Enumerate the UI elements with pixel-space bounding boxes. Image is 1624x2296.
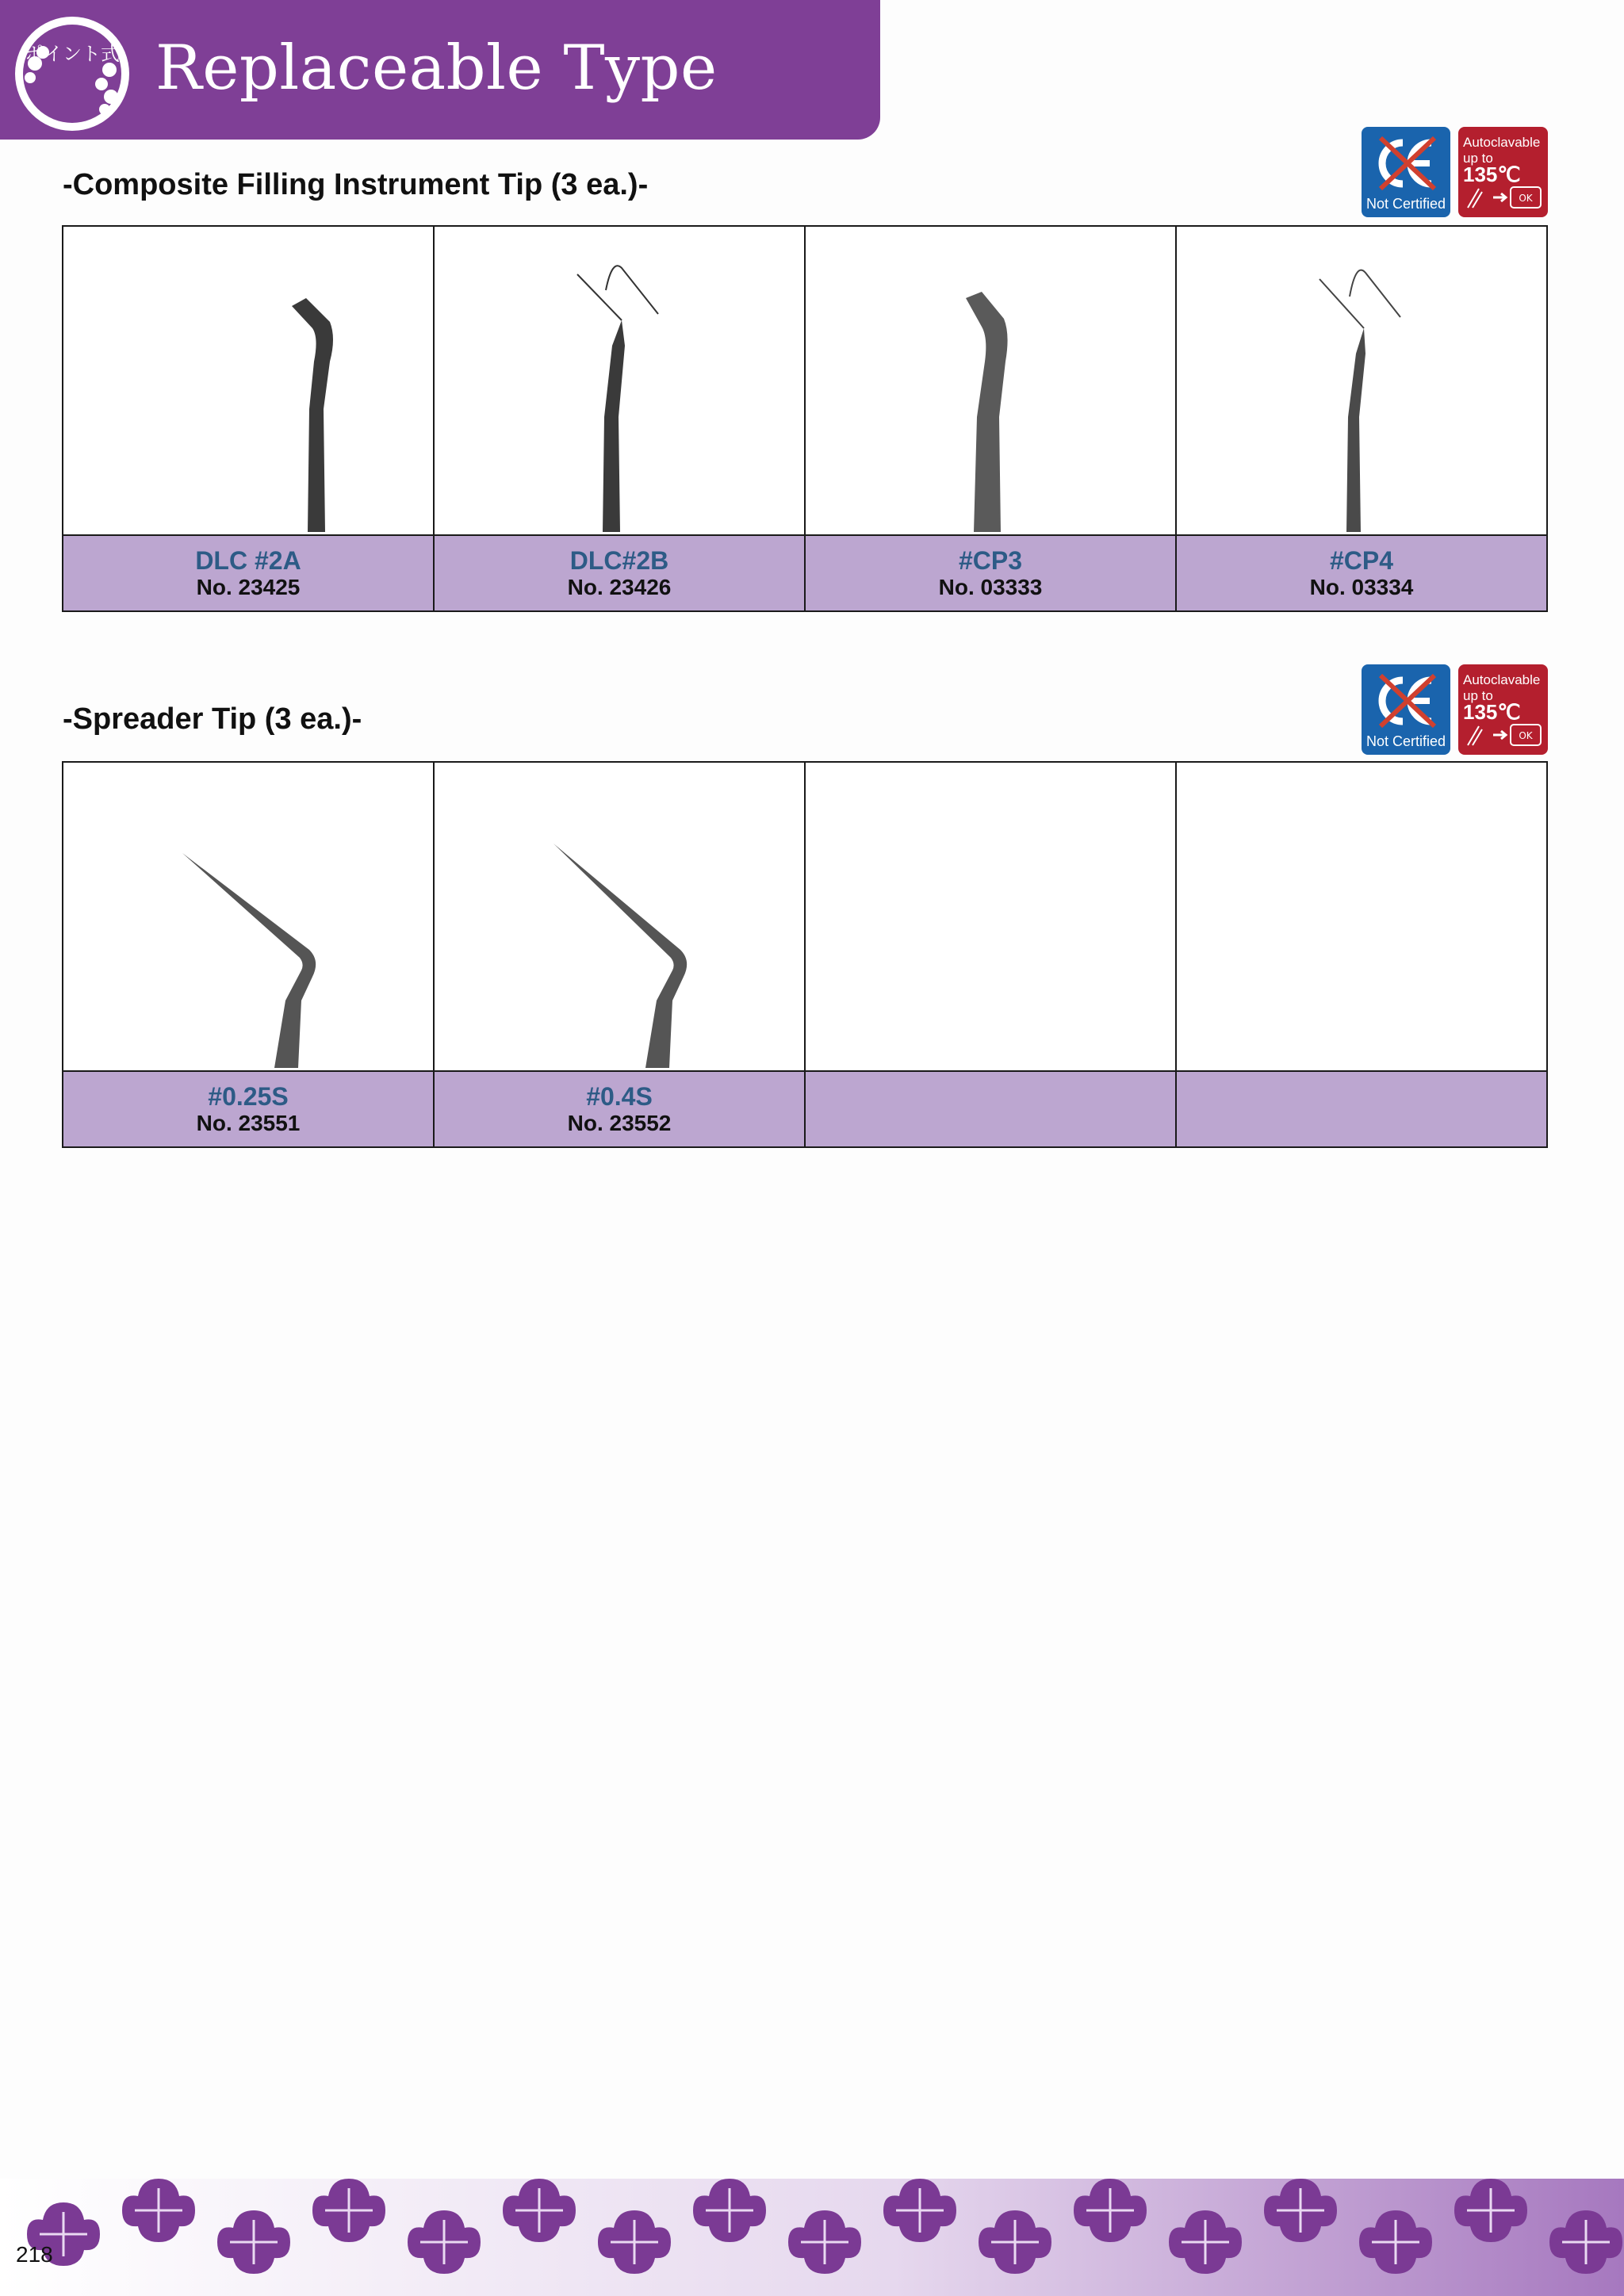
product-image-cell	[1176, 226, 1547, 535]
autoclave-upto: up to	[1463, 688, 1493, 703]
product-label-cell	[63, 1071, 434, 1147]
product-image-cell	[63, 762, 434, 1071]
product-label-cell	[63, 535, 434, 611]
certification-badges	[1362, 664, 1548, 755]
logo-emblem-icon	[13, 14, 132, 133]
footer-floral-band	[0, 2179, 1624, 2296]
product-label-cell	[1176, 535, 1547, 611]
product-number: No. 23425	[196, 575, 301, 599]
section-title-composite: -Composite Filling Instrument Tip (3 ea.)-	[63, 168, 649, 201]
product-label-cell-empty	[805, 1071, 1176, 1147]
ce-crossed-icon	[1373, 132, 1439, 195]
spreader-tip-icon	[435, 763, 804, 1070]
page-title: Replaceable Type	[155, 33, 718, 104]
product-label-cell-empty	[1176, 1071, 1547, 1147]
autoclave-label: Autoclavable	[1463, 672, 1541, 687]
product-name: #0.4S	[586, 1082, 653, 1111]
product-number: No. 03334	[1309, 575, 1414, 599]
product-number: No. 23426	[567, 575, 672, 599]
hooked-wire-tip-icon	[1177, 227, 1546, 534]
product-number: No. 23552	[567, 1111, 672, 1135]
spreader-tip-icon	[63, 763, 433, 1070]
product-number: No. 23551	[196, 1111, 301, 1135]
ce-not-certified-badge	[1362, 664, 1450, 755]
autoclave-badge	[1458, 127, 1548, 217]
bent-paddle-tip-icon	[63, 227, 433, 534]
autoclave-temperature: 135℃	[1463, 700, 1521, 724]
product-table-spreader	[62, 761, 1548, 1148]
section-title-spreader: -Spreader Tip (3 ea.)-	[63, 702, 362, 736]
product-image-cell	[63, 226, 434, 535]
certification-badges	[1362, 127, 1548, 217]
product-image-cell	[805, 226, 1176, 535]
product-name: DLC #2A	[195, 546, 301, 575]
ce-label: Not Certified	[1365, 733, 1446, 749]
product-name: #0.25S	[208, 1082, 289, 1111]
product-table-composite	[62, 225, 1548, 612]
ce-crossed-icon	[1373, 669, 1439, 733]
svg-text:OK: OK	[1519, 730, 1533, 741]
product-image-cell	[434, 226, 805, 535]
product-name: DLC#2B	[569, 546, 669, 575]
svg-text:OK: OK	[1519, 193, 1533, 204]
product-name: #CP4	[1329, 546, 1394, 575]
header-banner	[0, 0, 880, 140]
autoclave-ok-icon	[1465, 721, 1544, 748]
autoclave-label: Autoclavable	[1463, 135, 1541, 150]
ce-not-certified-badge	[1362, 127, 1450, 217]
hooked-wire-tip-icon	[435, 227, 804, 534]
product-name: #CP3	[958, 546, 1023, 575]
autoclave-badge	[1458, 664, 1548, 755]
product-number: No. 03333	[938, 575, 1043, 599]
bent-paddle-tip-icon	[806, 227, 1175, 534]
autoclave-ok-icon	[1465, 184, 1544, 211]
product-image-cell-empty	[1176, 762, 1547, 1071]
product-label-cell	[434, 1071, 805, 1147]
product-image-cell-empty	[805, 762, 1176, 1071]
ce-label: Not Certified	[1365, 196, 1446, 212]
autoclave-temperature: 135℃	[1463, 163, 1521, 186]
page-number: 218	[16, 2242, 53, 2267]
product-label-cell	[805, 535, 1176, 611]
logo-text: ポイント式	[25, 43, 120, 65]
autoclave-upto: up to	[1463, 151, 1493, 166]
product-image-cell	[434, 762, 805, 1071]
product-label-cell	[434, 535, 805, 611]
